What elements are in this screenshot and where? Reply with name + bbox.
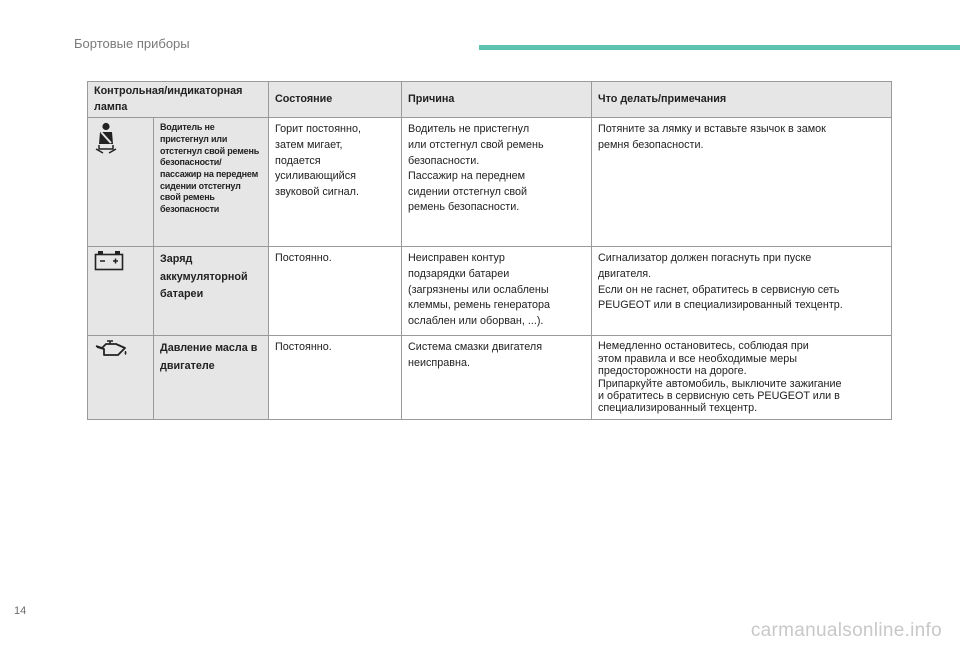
icon-cell xyxy=(88,247,154,336)
battery-icon xyxy=(94,262,124,274)
lamp-name: Давление масла в двигателе xyxy=(154,336,269,419)
icon-cell xyxy=(88,118,154,247)
icon-cell xyxy=(88,336,154,419)
column-header-state: Состояние xyxy=(269,82,402,118)
column-header-lamp: Контрольная/индикаторная лампа xyxy=(88,82,269,118)
state-text: Постоянно. xyxy=(269,336,402,419)
section-title: Бортовые приборы xyxy=(74,36,190,51)
table-row xyxy=(88,336,892,419)
column-header-action: Что делать/примечания xyxy=(592,82,892,118)
table-header-row xyxy=(88,82,892,118)
table-row xyxy=(88,247,892,336)
header-accent-bar xyxy=(479,45,960,50)
state-text: Горит постоянно, затем мигает, подается усиливающийся звуковой сигнал. xyxy=(269,118,402,247)
warning-lamps-table xyxy=(87,81,892,420)
lamp-name: Заряд аккумуляторной батареи xyxy=(154,247,269,336)
cause-text: Система смазки двигателя неисправна. xyxy=(402,336,592,419)
lamp-name: Водитель не пристегнул или отстегнул свой ремень безопасности/пассажир на переднем сидении отстегнул свой ремень безопасности xyxy=(154,118,269,247)
watermark: carmanualsonline.info xyxy=(750,620,942,641)
action-text: Немедленно остановитесь, соблюдая при этом правила и все необходимые меры предосторожности на дороге. Припаркуйте автомобиль, выключите зажигание и обратитесь в сервисную сеть PEUGEOT или в специализированный техцентр. xyxy=(592,336,892,419)
action-text: Потяните за лямку и вставьте язычок в замок ремня безопасности. xyxy=(592,118,892,247)
state-text: Постоянно. xyxy=(269,247,402,336)
cause-text: Водитель не пристегнул или отстегнул свой ремень безопасности. Пассажир на переднем сидении отстегнул свой ремень безопасности. xyxy=(402,118,592,247)
oil-pressure-icon xyxy=(94,349,128,361)
column-header-cause: Причина xyxy=(402,82,592,118)
table-row xyxy=(88,118,892,247)
cause-text: Неисправен контур подзарядки батареи (загрязнены или ослаблены клеммы, ремень генератора ослаблен или оборван, ...). xyxy=(402,247,592,336)
action-text: Сигнализатор должен погаснуть при пуске двигателя. Если он не гаснет, обратитесь в сервисную сеть PEUGEOT или в специализированный техцентр. xyxy=(592,247,892,336)
page-number: 14 xyxy=(14,605,27,617)
seatbelt-warning-icon xyxy=(94,145,118,157)
